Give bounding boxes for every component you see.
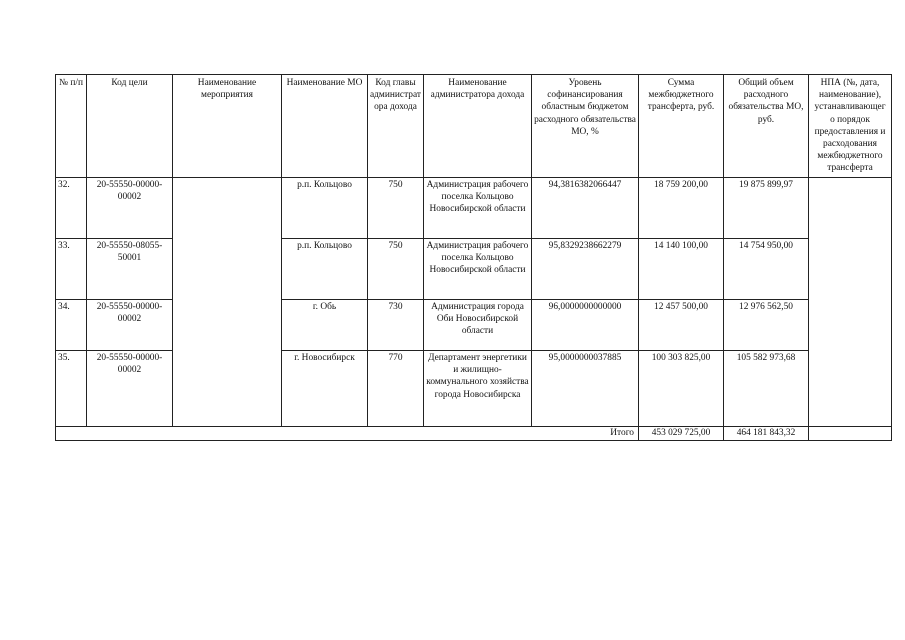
header-num: № п/п xyxy=(56,75,87,178)
row-mo: р.п. Кольцово xyxy=(282,239,368,300)
row-admin-name: Администрация рабочего поселка Кольцово Новосибирской области xyxy=(424,178,532,239)
row-admin-code: 750 xyxy=(368,239,424,300)
row-transfer: 12 457 500,00 xyxy=(639,300,724,351)
row-mo: г. Новосибирск xyxy=(282,351,368,427)
row-num: 34. xyxy=(56,300,87,351)
row-num: 33. xyxy=(56,239,87,300)
row-level: 96,0000000000000 xyxy=(532,300,639,351)
subsidy-table xyxy=(55,74,892,441)
header-total-obligation: Общий объем расходного обязательства МО, руб. xyxy=(724,75,809,178)
row-code: 20-55550-00000-00002 xyxy=(87,300,173,351)
row-admin-code: 750 xyxy=(368,178,424,239)
header-event: Наименование мероприятия xyxy=(173,75,282,178)
row-num: 32. xyxy=(56,178,87,239)
table-row xyxy=(56,178,892,239)
row-mo: г. Обь xyxy=(282,300,368,351)
row-code: 20-55550-00000-00002 xyxy=(87,351,173,427)
header-transfer: Сумма межбюджетного трансферта, руб. xyxy=(639,75,724,178)
total-label: Итого xyxy=(56,427,639,441)
header-mo: Наименование МО xyxy=(282,75,368,178)
header-admin-name: Наименование администратора дохода xyxy=(424,75,532,178)
row-total-obligation: 105 582 973,68 xyxy=(724,351,809,427)
row-transfer: 18 759 200,00 xyxy=(639,178,724,239)
header-npa: НПА (№, дата, наименование), устанавливающег о порядок предоставления и расходования межбюджетного трансферта xyxy=(809,75,892,178)
header-row xyxy=(56,75,892,178)
row-total-obligation: 19 875 899,97 xyxy=(724,178,809,239)
row-level: 95,8329238662279 xyxy=(532,239,639,300)
row-total-obligation: 12 976 562,50 xyxy=(724,300,809,351)
row-admin-code: 730 xyxy=(368,300,424,351)
event-merged-cell xyxy=(173,178,282,427)
total-row xyxy=(56,427,892,441)
total-transfer: 453 029 725,00 xyxy=(639,427,724,441)
row-level: 94,3816382066447 xyxy=(532,178,639,239)
row-admin-name: Администрация города Оби Новосибирской области xyxy=(424,300,532,351)
row-admin-name: Департамент энергетики и жилищно-коммунального хозяйства города Новосибирска xyxy=(424,351,532,427)
row-code: 20-55550-00000-00002 xyxy=(87,178,173,239)
row-mo: р.п. Кольцово xyxy=(282,178,368,239)
header-admin-code: Код главы администрат ора дохода xyxy=(368,75,424,178)
row-level: 95,0000000037885 xyxy=(532,351,639,427)
row-num: 35. xyxy=(56,351,87,427)
row-admin-code: 770 xyxy=(368,351,424,427)
row-code: 20-55550-08055-50001 xyxy=(87,239,173,300)
row-transfer: 14 140 100,00 xyxy=(639,239,724,300)
header-level: Уровень софинансирования областным бюджетом расходного обязательства МО, % xyxy=(532,75,639,178)
row-admin-name: Администрация рабочего поселка Кольцово Новосибирской области xyxy=(424,239,532,300)
row-total-obligation: 14 754 950,00 xyxy=(724,239,809,300)
npa-merged-cell xyxy=(809,178,892,427)
header-code: Код цели xyxy=(87,75,173,178)
total-npa-empty xyxy=(809,427,892,441)
total-obligation: 464 181 843,32 xyxy=(724,427,809,441)
row-transfer: 100 303 825,00 xyxy=(639,351,724,427)
